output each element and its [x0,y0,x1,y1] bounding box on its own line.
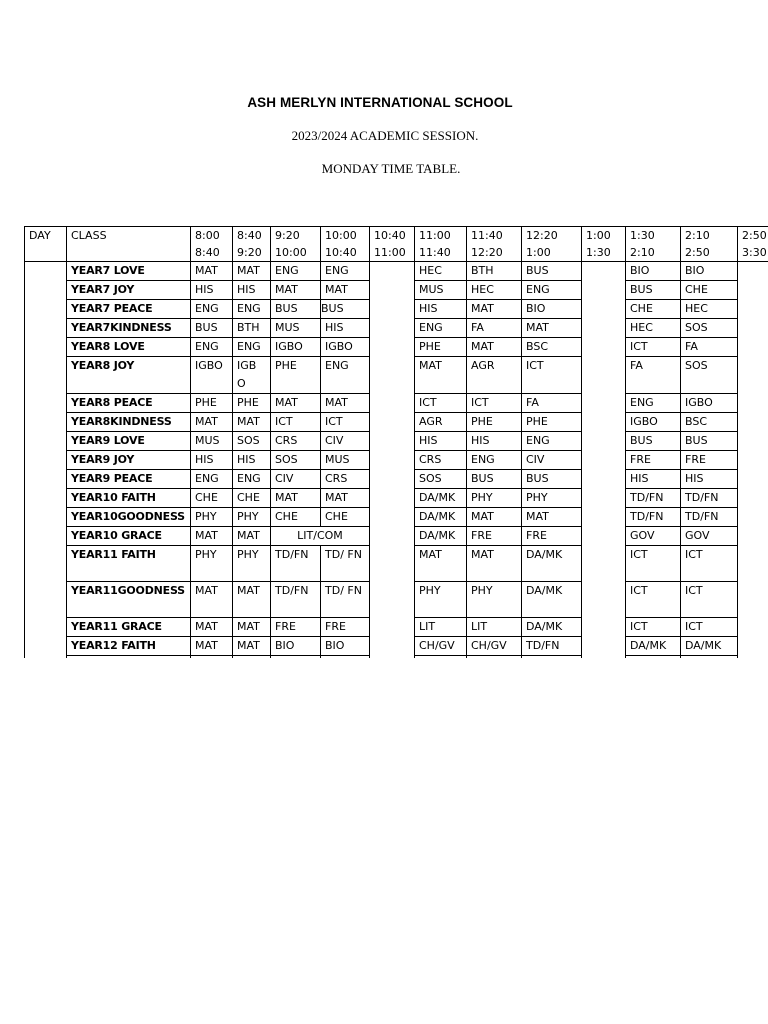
period-cell: SOS [271,451,321,470]
period-start: 8:00 [195,229,220,242]
period-cell: ENG [321,357,370,394]
period-end: 1:30 [586,246,611,259]
period-cell: MAT [271,281,321,300]
period-cell: MAT [233,618,271,637]
period-time-header [191,227,233,262]
period-start: 2:50 [742,229,767,242]
school-name: ASH MERLYN INTERNATIONAL SCHOOL [247,95,513,110]
period-cell: PHE [467,413,522,432]
period-start: 1:30 [630,229,655,242]
class-name: YEAR12 FAITH [67,637,191,656]
period-cell: MAT [191,413,233,432]
period-cell: MAT [271,394,321,413]
period-cell: IGB O [233,357,271,394]
period-cell: MAT [467,338,522,357]
period-cell: MAT [233,637,271,656]
period-time-header [415,227,467,262]
period-end: 2:10 [630,246,655,259]
period-cell [271,656,321,659]
session-text: 2023/2024 ACADEMIC SESSION. [291,128,479,143]
period-end: 2:50 [685,246,710,259]
period-cell: FRE [522,527,582,546]
period-cell: GOV [681,527,738,546]
period-start: 1:00 [586,229,611,242]
period-cell: DA/MK [522,618,582,637]
class-name [67,656,191,659]
period-cell: PHY [467,489,522,508]
period-cell: ENG [191,338,233,357]
period-cell [321,656,370,659]
period-cell: SOS [233,432,271,451]
period-cell: ICT [415,394,467,413]
period-cell: PHE [522,413,582,432]
timetable-body [25,227,768,659]
period-cell: SOS [681,357,738,394]
period-cell: MAT [321,489,370,508]
period-cell: PHY [191,546,233,582]
period-cell: MAT [233,582,271,618]
period-cell: MAT [467,546,522,582]
period-cell: MAT [191,527,233,546]
class-name: YEAR8KINDNESS [67,413,191,432]
period-cell: BUS [522,262,582,281]
period-cell [233,656,271,659]
period-cell: CIV [321,432,370,451]
period-time-header [738,227,768,262]
period-cell: SOS [681,319,738,338]
period-cell: GOV [626,527,681,546]
period-cell: HIS [233,281,271,300]
period-cell: FA [626,357,681,394]
period-cell: PHE [415,338,467,357]
class-name: YEAR9 LOVE [67,432,191,451]
period-cell: MAT [233,262,271,281]
period-cell: BTH [467,262,522,281]
day-label [25,262,67,659]
period-end: 11:40 [419,246,451,259]
period-cell: MAT [191,582,233,618]
period-cell: TD/FN [626,489,681,508]
period-cell: FA [522,394,582,413]
period-time-header [467,227,522,262]
period-cell: PHY [467,582,522,618]
period-cell: MAT [321,281,370,300]
period-cell: CH/GV [415,637,467,656]
period-cell: BIO [522,300,582,319]
period-end: 11:00 [374,246,406,259]
class-name: YEAR8 JOY [67,357,191,394]
period-end: 10:40 [325,246,357,259]
period-cell: BUS [321,300,370,319]
period-cell: HIS [233,451,271,470]
period-cell: BUS [191,319,233,338]
period-cell: MUS [415,281,467,300]
class-name: YEAR7 LOVE [67,262,191,281]
class-name: YEAR7KINDNESS [67,319,191,338]
period-cell: BTH [233,319,271,338]
period-cell: HEC [626,319,681,338]
period-cell: MAT [191,262,233,281]
period-cell: PHE [233,394,271,413]
period-cell: LIT [467,618,522,637]
period-time-header [522,227,582,262]
timetable-container [24,226,768,658]
period-cell: BSC [681,413,738,432]
period-cell: HIS [467,432,522,451]
period-cell: CH/GV [467,637,522,656]
class-name: YEAR11 FAITH [67,546,191,582]
period-cell: ENG [415,319,467,338]
period-cell: ENG [271,262,321,281]
period-cell: FRE [321,618,370,637]
period-cell: PHY [415,582,467,618]
period-cell: DA/MK [522,582,582,618]
period-cell: BUS [467,470,522,489]
period-cell: IGBO [321,338,370,357]
prep-instrument-label [738,262,768,659]
period-start: 12:20 [526,229,558,242]
period-start: 9:20 [275,229,300,242]
merged-period-cell: LIT/COM [271,527,370,546]
period-cell: DA/MK [681,637,738,656]
period-cell: PHY [233,546,271,582]
period-cell: BUS [522,470,582,489]
period-cell: HIS [681,470,738,489]
period-cell: HIS [415,432,467,451]
period-cell: AGR [415,413,467,432]
period-end: 12:20 [471,246,503,259]
period-cell: MAT [191,637,233,656]
period-cell: PHY [522,489,582,508]
class-header: CLASS [67,227,191,262]
period-cell: ICT [681,546,738,582]
period-cell: TD/FN [271,546,321,582]
header-row [25,227,768,262]
lunch-break-label [582,262,626,659]
period-time-header [582,227,626,262]
period-cell: ICT [626,582,681,618]
period-cell: CIV [271,470,321,489]
period-cell: MUS [321,451,370,470]
period-cell: TD/FN [626,508,681,527]
period-cell: SOS [415,470,467,489]
period-cell: HIS [191,451,233,470]
period-cell [467,656,522,659]
period-cell: IGBO [681,394,738,413]
period-cell: PHE [271,357,321,394]
period-cell: TD/FN [681,489,738,508]
period-cell: ICT [271,413,321,432]
period-time-header [370,227,415,262]
period-cell: BIO [626,262,681,281]
period-cell: BUS [681,432,738,451]
period-cell: BSC [522,338,582,357]
period-cell: CHE [271,508,321,527]
period-cell: IGBO [626,413,681,432]
timetable-title: MONDAY TIME TABLE. [321,161,461,176]
period-start: 11:00 [419,229,451,242]
period-end: 10:00 [275,246,307,259]
period-cell: CHE [321,508,370,527]
class-name: YEAR9 PEACE [67,470,191,489]
period-cell: ENG [233,338,271,357]
period-cell: HIS [415,300,467,319]
period-cell: FA [681,338,738,357]
period-cell: CRS [271,432,321,451]
period-cell: DA/MK [626,637,681,656]
period-cell: MUS [191,432,233,451]
timetable [24,226,768,658]
class-name: YEAR10 GRACE [67,527,191,546]
period-cell: ENG [191,470,233,489]
period-cell: MAT [522,508,582,527]
period-end: 9:20 [237,246,262,259]
period-time-header [681,227,738,262]
period-end: 8:40 [195,246,220,259]
period-cell: CIV [522,451,582,470]
period-cell: MAT [191,618,233,637]
period-cell: ICT [681,582,738,618]
short-break-label [370,262,415,659]
period-cell: ENG [321,262,370,281]
period-cell: CHE [191,489,233,508]
period-cell [415,656,467,659]
period-start: 11:40 [471,229,503,242]
period-cell: MAT [522,319,582,338]
class-name: YEAR11GOODNESS [67,582,191,618]
period-cell: BUS [271,300,321,319]
period-cell: HEC [467,281,522,300]
class-name: YEAR7 PEACE [67,300,191,319]
period-cell: AGR [467,357,522,394]
day-header: DAY [25,227,67,262]
period-cell [681,656,738,659]
period-cell: FRE [681,451,738,470]
period-cell: CRS [415,451,467,470]
period-cell: IGBO [271,338,321,357]
period-end: 1:00 [526,246,551,259]
period-cell: CRS [321,470,370,489]
period-cell: DA/MK [415,489,467,508]
period-cell: BUS [626,432,681,451]
period-time-header [271,227,321,262]
period-cell: ENG [191,300,233,319]
period-cell: ENG [626,394,681,413]
period-cell: MAT [271,489,321,508]
period-cell: MAT [233,413,271,432]
period-cell: ICT [467,394,522,413]
period-cell: IGBO [191,357,233,394]
period-cell: TD/FN [271,582,321,618]
period-end: 3:30 [742,246,767,259]
period-cell: TD/ FN [321,582,370,618]
period-cell: MAT [467,300,522,319]
period-cell: ICT [681,618,738,637]
period-cell: HIS [321,319,370,338]
period-cell: ENG [522,281,582,300]
period-cell: DA/MK [415,508,467,527]
period-cell: MAT [467,508,522,527]
period-cell: MUS [271,319,321,338]
period-cell: ICT [626,618,681,637]
period-cell: BIO [271,637,321,656]
period-cell: MAT [233,527,271,546]
period-cell: BUS [626,281,681,300]
period-cell: FA [467,319,522,338]
period-cell: DA/MK [522,546,582,582]
period-cell: FRE [271,618,321,637]
period-cell: HIS [191,281,233,300]
period-cell [626,656,681,659]
table-row [25,262,768,281]
period-cell: MAT [415,357,467,394]
period-cell: TD/FN [522,637,582,656]
period-time-header [321,227,370,262]
class-name: YEAR7 JOY [67,281,191,300]
period-cell: MAT [415,546,467,582]
class-name: YEAR10 FAITH [67,489,191,508]
period-start: 2:10 [685,229,710,242]
period-cell: DA/MK [415,527,467,546]
period-cell [522,656,582,659]
period-start: 10:00 [325,229,357,242]
period-cell: HIS [626,470,681,489]
period-cell: PHY [233,508,271,527]
period-cell: ICT [626,546,681,582]
class-name: YEAR8 LOVE [67,338,191,357]
class-name: YEAR11 GRACE [67,618,191,637]
period-cell [191,656,233,659]
period-cell: PHE [191,394,233,413]
period-cell: CHE [626,300,681,319]
period-cell: BIO [681,262,738,281]
period-cell: ICT [321,413,370,432]
period-cell: HEC [415,262,467,281]
period-cell: FRE [626,451,681,470]
period-cell: MAT [321,394,370,413]
class-name: YEAR8 PEACE [67,394,191,413]
period-cell: HEC [681,300,738,319]
period-cell: BIO [321,637,370,656]
period-cell: ENG [467,451,522,470]
period-cell: ICT [522,357,582,394]
period-start: 10:40 [374,229,406,242]
period-cell: PHY [191,508,233,527]
period-cell: CHE [233,489,271,508]
period-cell: CHE [681,281,738,300]
period-cell: ENG [233,300,271,319]
period-cell: TD/FN [681,508,738,527]
period-cell: TD/ FN [321,546,370,582]
period-cell: ENG [522,432,582,451]
period-cell: FRE [467,527,522,546]
period-time-header [233,227,271,262]
period-time-header [626,227,681,262]
period-start: 8:40 [237,229,262,242]
period-cell: ICT [626,338,681,357]
class-name: YEAR9 JOY [67,451,191,470]
period-cell: LIT [415,618,467,637]
class-name: YEAR10GOODNESS [67,508,191,527]
period-cell: ENG [233,470,271,489]
